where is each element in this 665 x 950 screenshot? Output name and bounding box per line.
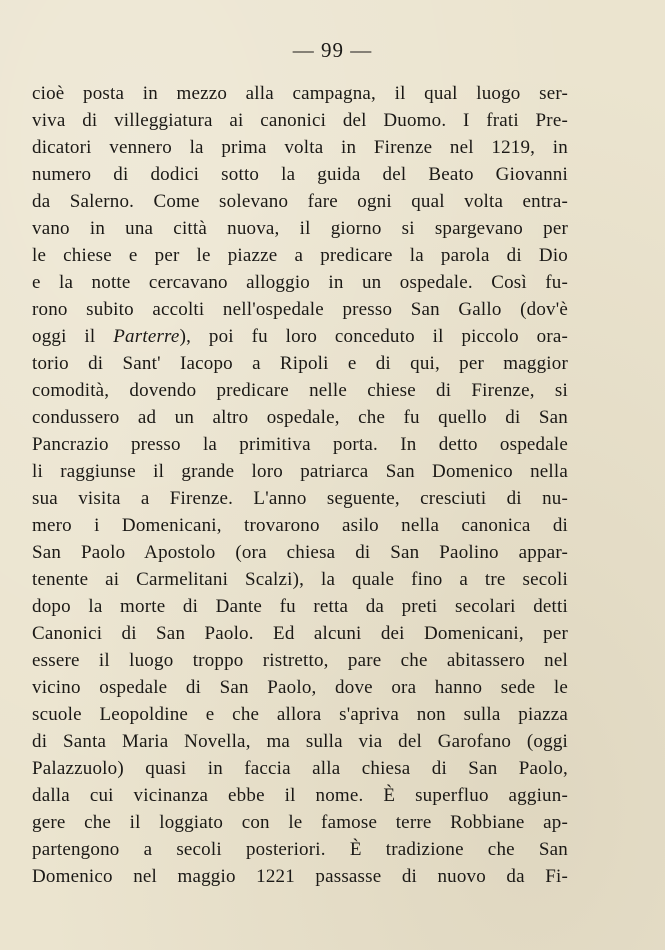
- text-line: mero i Domenicani, trovarono asilo nella canonica di: [32, 515, 568, 536]
- text-line: Canonici di San Paolo. Ed alcuni dei Domenicani, per: [32, 623, 568, 644]
- text-line: dicatori vennero la prima volta in Firenze nel 1219, in: [32, 137, 568, 158]
- text-line: Domenico nel maggio 1221 passasse di nuovo da Fi-: [32, 866, 568, 887]
- text-line: rono subito accolti nell'ospedale presso San Gallo (dov'è: [32, 299, 568, 320]
- text-line: condussero ad un altro ospedale, che fu quello di San: [32, 407, 568, 428]
- text-line: li raggiunse il grande loro patriarca San Domenico nella: [32, 461, 568, 482]
- text-line: viva di villeggiatura ai canonici del Duomo. I frati Pre-: [32, 110, 568, 131]
- page-number: — 99 —: [292, 38, 373, 62]
- text-line: e la notte cercavano alloggio in un ospedale. Così fu-: [32, 272, 568, 293]
- text-line: San Paolo Apostolo (ora chiesa di San Paolino appar-: [32, 542, 568, 563]
- text-line: Pancrazio presso la primitiva porta. In detto ospedale: [32, 434, 568, 455]
- text-line: cioè posta in mezzo alla campagna, il qual luogo ser-: [32, 83, 568, 104]
- text-line: vicino ospedale di San Paolo, dove ora hanno sede le: [32, 677, 568, 698]
- text-line: sua visita a Firenze. L'anno seguente, cresciuti di nu-: [32, 488, 568, 509]
- text-line: dopo la morte di Dante fu retta da preti secolari detti: [32, 596, 568, 617]
- text-line: essere il luogo troppo ristretto, pare che abitassero nel: [32, 650, 568, 671]
- text-line: numero di dodici sotto la guida del Beato Giovanni: [32, 164, 568, 185]
- text-line: Palazzuolo) quasi in faccia alla chiesa di San Paolo,: [32, 758, 568, 779]
- body-text: [32, 80, 568, 890]
- text-segment: oggi il: [32, 326, 114, 347]
- text-line-with-italic: [32, 323, 568, 350]
- text-line: gere che il loggiato con le famose terre Robbiane ap-: [32, 812, 568, 833]
- text-line: comodità, dovendo predicare nelle chiese di Firenze, si: [32, 380, 568, 401]
- text-line: le chiese e per le piazze a predicare la parola di Dio: [32, 245, 568, 266]
- text-line: torio di Sant' Iacopo a Ripoli e di qui, per maggior: [32, 353, 568, 374]
- text-line: da Salerno. Come solevano fare ogni qual volta entra-: [32, 191, 568, 212]
- text-segment: ), poi fu loro conceduto il piccolo ora-: [179, 326, 569, 347]
- italic-term: Parterre: [113, 326, 180, 347]
- text-line: dalla cui vicinanza ebbe il nome. È superfluo aggiun-: [32, 785, 568, 806]
- text-line: vano in una città nuova, il giorno si spargevano per: [32, 218, 568, 239]
- text-line: di Santa Maria Novella, ma sulla via del Garofano (oggi: [32, 731, 568, 752]
- text-line: tenente ai Carmelitani Scalzi), la quale fino a tre secoli: [32, 569, 568, 590]
- text-line: scuole Leopoldine e che allora s'apriva non sulla piazza: [32, 704, 568, 725]
- text-line: partengono a secoli posteriori. È tradizione che San: [32, 839, 568, 860]
